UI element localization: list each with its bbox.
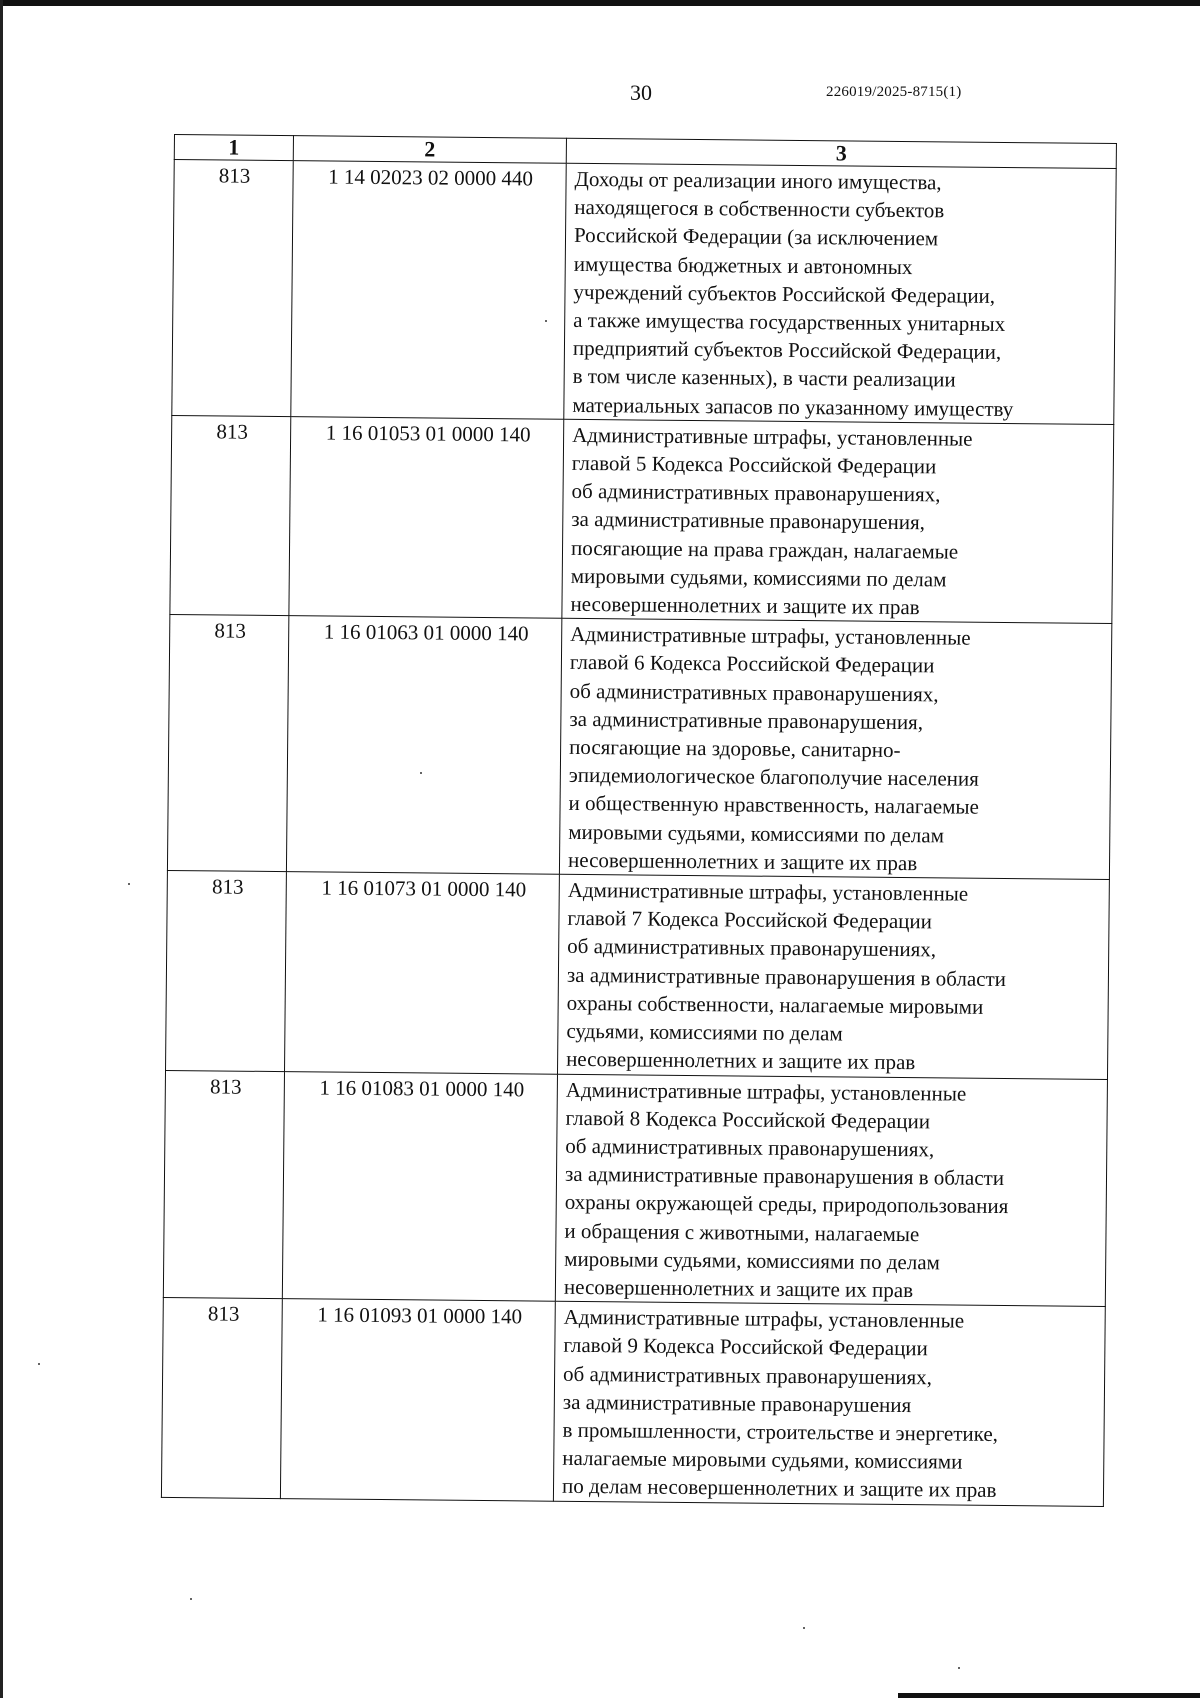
table-body (161, 160, 1116, 1507)
description-line: учреждений субъектов Российской Федерации, (573, 279, 996, 308)
budget-code-cell: 1 16 01073 01 0000 140 (285, 872, 560, 1074)
scan-speck (38, 1363, 40, 1365)
scan-speck (803, 1627, 805, 1629)
scan-speck (958, 1667, 960, 1669)
description-cell (557, 874, 1109, 1079)
column-header-3: 3 (566, 138, 1116, 168)
description-line: несовершеннолетних и защите их прав (570, 591, 920, 620)
description-line: за административные правонарушения (562, 1389, 912, 1417)
scan-speck (420, 772, 422, 774)
description-line: об административных правонарушениях, (565, 1133, 935, 1162)
description-line: главой 8 Кодекса Российской Федерации (565, 1105, 931, 1134)
description-line: несовершеннолетних и защите их прав (563, 1274, 914, 1303)
page-number: 30 (630, 80, 652, 105)
scan-speck (128, 883, 130, 885)
description-line: несовершеннолетних и защите их прав (567, 847, 918, 876)
description-line: главой 9 Кодекса Российской Федерации (563, 1333, 928, 1361)
description-line: за административные правонарушения в области (566, 962, 1007, 991)
description-line: в промышленности, строительстве и энергетике, (562, 1417, 999, 1446)
budget-code-cell: 1 16 01083 01 0000 140 (282, 1071, 557, 1301)
admin-code-cell: 813 (166, 871, 287, 1072)
description-line: судьями, комиссиями по делам (566, 1018, 843, 1046)
table-row (161, 1298, 1105, 1506)
scan-edge-top (0, 0, 1200, 6)
column-header-1: 1 (174, 135, 293, 161)
description-line: в том числе казенных), в части реализации (572, 364, 956, 392)
admin-code-cell: 813 (167, 615, 288, 872)
description-line: за административные правонарушения в области (564, 1161, 1005, 1191)
description-line: мировыми судьями, комиссиями по делам (570, 563, 947, 592)
description-line: Административные штрафы, установленные (565, 1077, 967, 1106)
description-line: Административные штрафы, установленные (567, 877, 969, 906)
description-line: по делам несовершеннолетних и защите их прав (561, 1474, 997, 1503)
description-cell (562, 419, 1114, 624)
scan-edge-left (0, 0, 3, 1698)
description-line: охраны окружающей среды, природопользования (564, 1190, 1009, 1219)
description-line: Российской Федерации (за исключением (573, 223, 939, 251)
description-line: посягающие на здоровье, санитарно- (569, 734, 901, 763)
description-line: а также имущества государственных унитарных (573, 307, 1006, 337)
description-line: Доходы от реализации иного имущества, (574, 166, 942, 195)
description-line: и общественную нравственность, налагаемые (568, 791, 979, 820)
description-cell (564, 163, 1116, 424)
admin-code-cell: 813 (172, 160, 293, 417)
column-header-2: 2 (293, 136, 566, 164)
description-line: несовершеннолетних и защите их прав (566, 1047, 916, 1075)
admin-code-cell: 813 (161, 1298, 282, 1499)
description-line: главой 5 Кодекса Российской Федерации (571, 450, 937, 479)
budget-code-cell: 1 16 01063 01 0000 140 (286, 616, 561, 874)
scan-speck (190, 1598, 192, 1600)
description-cell (553, 1301, 1105, 1506)
description-line: об административных правонарушениях, (563, 1361, 933, 1389)
description-cell (559, 618, 1111, 879)
budget-code-cell: 1 16 01093 01 0000 140 (280, 1299, 555, 1501)
scan-speck (545, 320, 547, 322)
description-line: об административных правонарушениях, (571, 479, 941, 507)
description-line: находящегося в собственности субъектов (574, 195, 945, 223)
description-line: Административные штрафы, установленные (572, 422, 973, 451)
table-row (166, 871, 1110, 1079)
description-line: за административные правонарушения, (569, 706, 924, 735)
description-line: мировыми судьями, комиссиями по делам (568, 819, 945, 848)
document-reference: 226019/2025-8715(1) (826, 84, 962, 100)
description-line: Административные штрафы, установленные (570, 622, 971, 650)
description-line: об административных правонарушениях, (567, 934, 937, 962)
description-line: главой 6 Кодекса Российской Федерации (569, 650, 935, 678)
description-line: главой 7 Кодекса Российской Федерации (567, 906, 933, 934)
description-line: предприятий субъектов Российской Федерации, (572, 336, 1002, 365)
description-line: Административные штрафы, установленные (563, 1304, 965, 1333)
description-line: и обращения с животными, налагаемые (564, 1218, 920, 1246)
description-cell (555, 1074, 1107, 1307)
admin-code-cell: 813 (170, 415, 291, 616)
revenue-codes-table (161, 134, 1117, 1507)
description-line: имущества бюджетных и автономных (573, 251, 913, 279)
description-line: эпидемиологическое благополучие населения (568, 763, 979, 792)
description-line: посягающие на права граждан, налагаемые (570, 535, 959, 564)
description-line: мировыми судьями, комиссиями по делам (564, 1246, 940, 1275)
budget-code-cell: 1 16 01053 01 0000 140 (289, 416, 564, 618)
description-line: материальных запасов по указанному имуществу (572, 392, 1014, 421)
description-line: об административных правонарушениях, (569, 678, 939, 707)
budget-code-cell: 1 14 02023 02 0000 440 (291, 161, 566, 419)
table-row (172, 160, 1116, 425)
scan-edge-bottom (898, 1693, 1200, 1698)
table-row (163, 1070, 1107, 1307)
table-row (170, 415, 1114, 623)
description-line: налагаемые мировыми судьями, комиссиями (562, 1445, 963, 1474)
description-line: за административные правонарушения, (571, 507, 926, 535)
admin-code-cell: 813 (163, 1070, 284, 1299)
description-line: охраны собственности, налагаемые мировыми (566, 990, 984, 1019)
table-row (167, 615, 1111, 880)
